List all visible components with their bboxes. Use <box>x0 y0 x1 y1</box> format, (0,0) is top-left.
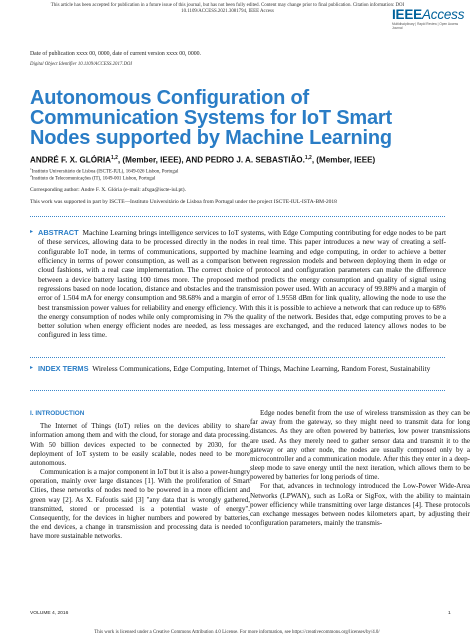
intro-column-right <box>250 409 470 528</box>
publication-dates: Date of publication xxxx 00, 0000, date of current version xxxx 00, 0000. <box>30 51 201 57</box>
intro-paragraph-1: The Internet of Things (IoT) relies on the devices ability to share information among them and with the cloud, for storage and data processing. With 50 billion devices expected to be connected by 2030, for the deployment of IoT system to be easily scalable, nodes need to be more autonomous. <box>30 422 250 467</box>
license-notice: This work is licensed under a Creative Commons Attribution 4.0 License. For more information, see https://creativecommons.org/licenses/by/4.0/ <box>94 630 380 635</box>
paper-title: Autonomous Configuration of Communication Systems for IoT Smart Nodes supported by Machine Learning <box>30 87 392 149</box>
index-terms-text: Wireless Communications, Edge Computing, Internet of Things, Machine Learning, Random Forest, Sustainability <box>92 364 431 373</box>
author-1-affil: 1,2 <box>110 155 118 161</box>
acceptance-notice <box>40 3 415 15</box>
intro-paragraph-3: Edge nodes benefit from the use of wireless transmission as they can be far away from the gateway, so they might need to transmit data for long distances. As they are often powered by batteries, low power transmissions are used. As they merely need to gather sensor data and transmit it to the gateway or any other node, the nodes are usually composed only by a microcontroller and a communication module. After this they enter in a deep-sleep mode to save energy until the next iteration, which allows them to be powered by batteries for long periods of time. <box>250 409 470 482</box>
author-1: ANDRÉ F. X. GLÓRIA <box>30 155 111 165</box>
divider-top <box>30 216 445 217</box>
intro-paragraph-4: For that, advances in technology introduced the Low-Power Wide-Area Networks (LPWAN), such as LoRa or SigFox, with the ability to maintain power efficiency while transmitting over large distances [4]. These protocols can exchange messages between nodes kilometers apart, by adjusting their configuration parameters, mainly the transmis- <box>250 482 470 528</box>
volume-footer: VOLUME 4, 2016 <box>30 611 69 616</box>
corresponding-author: Corresponding author: Andre F. X. Glória (e-mail: afxga@iscte-iul.pt). <box>30 187 186 193</box>
logo-main-text: IEEE <box>392 7 422 22</box>
acceptance-notice-line2: 10.1109/ACCESS.2021.3081794, IEEE Access <box>181 9 274 15</box>
index-terms-marker-icon: ▸ <box>30 365 34 371</box>
author-mid: , (Member, IEEE), AND PEDRO J. A. SEBASTIÃO. <box>117 155 305 165</box>
abstract-marker-icon: ▸ <box>30 229 34 235</box>
intro-column-left <box>30 409 250 541</box>
intro-paragraph-2: Communication is a major component in IoT but it is also a power-hungry operation, mainly over large distances [1]. With the proliferation of Smart Cities, these networks of nodes need to be powered in a more efficient and green way [2]. As X. Fafoutis said [3] "any data that is wrongly gathered, transmitted, stored or processed is a potential waste of energy". Consequently, for the devices in higher numbers and powered by batteries, the end devices, a change in transmission and processing data is needed to have more sustainable networks. <box>30 468 250 541</box>
affiliation-2-marker: 2 <box>30 174 32 178</box>
affiliation-1-text: Instituto Universitário de Lisboa (ISCTE-IUL), 1649-026 Lisbon, Portugal <box>31 169 179 175</box>
author-end: , (Member, IEEE) <box>311 155 376 165</box>
logo-wordmark <box>392 8 464 21</box>
doi-line: Digital Object Identifier 10.1109/ACCESS.2017.DOI <box>30 62 132 67</box>
abstract-text: Machine Learning brings intelligence services to IoT systems, with Edge Computing contributing for edge nodes to be part of these services, allowing data to be processed directly in the nodes in real time. This paper introduces a new way of creating a self-configurable IoT node, in terms of communications, supported by machine learning and edge computing, in order to achieve a better efficiency in terms of power consumption, as well as a comparison between regression models and between deploying them in edge or cloud fashions, with a real case implementation. The correct choice of protocol and configuration parameters can make the difference between a device battery lasting 100 times more. The proposed method predicts the energy consumption and quality of signal using regressions based on node location, distance and obstacles and the transmission power used. With an accuracy of 99.88% and a margin of error of 1.504 mA for energy consumption and 98.68% and a margin of error of 1.9558 dBm for link quality, allowing the node to use the best transmission power values for reliability and energy efficiency. With this it is possible to achieve a network that can reduce up to 68% the energy consumption of nodes while only compromising in 7% the quality of the network. Besides that, edge computing proves to be a better solution when energy efficient nodes are needed, as less messages are exchanged, and the reduced latency allows nodes to be configured in less time. <box>38 228 447 340</box>
divider-mid <box>30 357 445 358</box>
section-heading-introduction: I. INTRODUCTION <box>30 410 85 417</box>
logo-tagline: Multidisciplinary | Rapid Review | Open Access Journal <box>392 22 459 30</box>
index-terms-label: INDEX TERMS <box>38 364 89 373</box>
affiliation-2 <box>30 174 155 182</box>
ieee-access-logo <box>392 8 464 30</box>
index-terms <box>38 364 446 373</box>
author-line <box>30 155 375 165</box>
funding-statement: This work was supported in part by ISCTE—Instituto Universitário de Lisboa from Portugal under the project ISCTE-IUL-ISTA-BM-2018 <box>30 199 337 205</box>
abstract-label: ABSTRACT <box>38 228 79 237</box>
affiliation-1-marker: 1 <box>30 167 32 171</box>
logo-accent-text: Access <box>421 7 465 22</box>
author-2-affil: 1,2 <box>304 155 312 161</box>
abstract <box>38 228 446 340</box>
affiliation-2-text: Instituto de Telecomunicações (IT), 1049-001 Lisbon, Portugal <box>31 176 156 182</box>
acceptance-notice-line1: This article has been accepted for publication in a future issue of this journal, but has not been fully edited. Content may change prior to final publication. Citation information: DOI <box>50 3 405 8</box>
divider-bottom <box>30 390 445 391</box>
page-number: 1 <box>448 611 451 616</box>
